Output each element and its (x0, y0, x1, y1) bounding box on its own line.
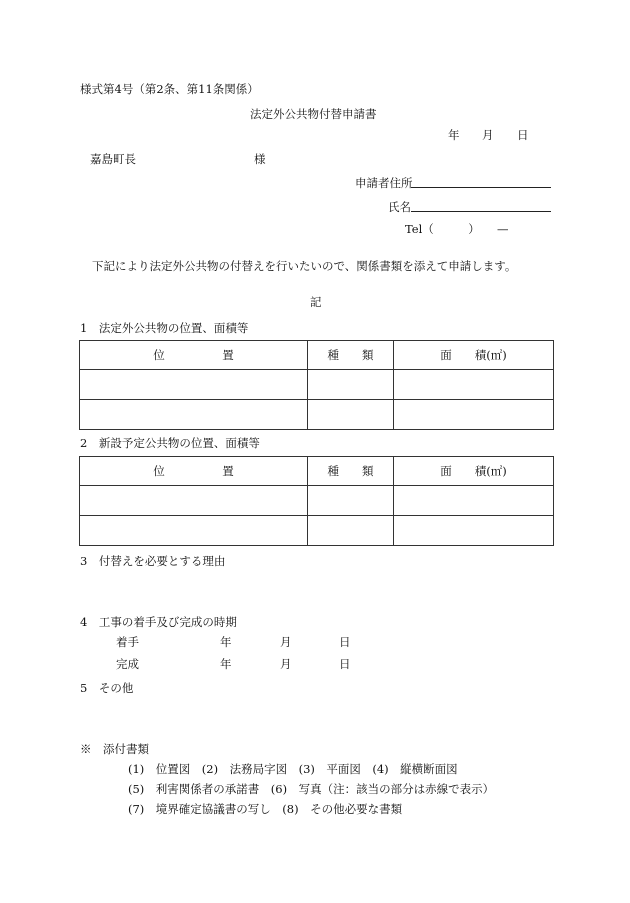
start-day: 日 (339, 635, 351, 649)
addressee: 嘉島町長 (90, 152, 136, 166)
table-cell[interactable] (394, 400, 554, 430)
applicant-tel-label: Tel（ ） — (405, 222, 509, 236)
start-label: 着手 (116, 635, 139, 649)
date-year-label: 年 (448, 128, 460, 142)
section4-heading: 4 工事の着手及び完成の時期 (80, 615, 237, 629)
table-cell[interactable] (80, 400, 308, 430)
complete-month: 月 (280, 657, 292, 671)
body-text: 下記により法定外公共物の付替えを行いたいので、関係書類を添えて申請します。 (92, 259, 517, 273)
section2-table (79, 456, 554, 546)
table-cell[interactable] (394, 486, 554, 516)
table-cell[interactable] (308, 486, 394, 516)
table-row (80, 370, 554, 400)
table-cell[interactable] (308, 370, 394, 400)
table-row (80, 486, 554, 516)
table-cell[interactable] (80, 516, 308, 546)
section1-col-position: 位 置 (80, 341, 308, 370)
form-number: 様式第4号（第2条、第11条関係） (80, 82, 259, 96)
complete-day: 日 (339, 657, 351, 671)
applicant-address-field[interactable] (411, 187, 551, 188)
applicant-name-field[interactable] (411, 211, 551, 212)
section5-heading: 5 その他 (80, 681, 134, 695)
start-month: 月 (280, 635, 292, 649)
complete-year: 年 (220, 657, 232, 671)
section1-col-type: 種 類 (308, 341, 394, 370)
attachments-heading: ※ 添付書類 (80, 742, 149, 756)
date-day-label: 日 (517, 128, 529, 142)
table-row (80, 400, 554, 430)
section1-col-area: 面 積(㎡) (394, 341, 554, 370)
table-cell[interactable] (308, 400, 394, 430)
section3-heading: 3 付替えを必要とする理由 (80, 554, 226, 568)
start-year: 年 (220, 635, 232, 649)
attachments-line-1: (1) 位置図 (2) 法務局字図 (3) 平面図 (4) 縦横断面図 (128, 762, 458, 776)
table-cell[interactable] (394, 516, 554, 546)
section1-table (79, 340, 554, 430)
applicant-name-label: 氏名 (388, 200, 411, 214)
table-cell[interactable] (80, 370, 308, 400)
section2-heading: 2 新設予定公共物の位置、面積等 (80, 436, 260, 450)
table-row (80, 516, 554, 546)
table-cell[interactable] (80, 486, 308, 516)
section2-col-position: 位 置 (80, 457, 308, 486)
complete-label: 完成 (116, 657, 139, 671)
table-cell[interactable] (308, 516, 394, 546)
attachments-line-2: (5) 利害関係者の承諾書 (6) 写真（注：該当の部分は赤線で表示） (128, 782, 495, 796)
date-month-label: 月 (482, 128, 494, 142)
section2-col-type: 種 類 (308, 457, 394, 486)
section1-heading: 1 法定外公共物の位置、面積等 (80, 321, 249, 335)
section2-col-area: 面 積(㎡) (394, 457, 554, 486)
attachments-line-3: (7) 境界確定協議書の写し (8) その他必要な書類 (128, 802, 403, 816)
table-cell[interactable] (394, 370, 554, 400)
applicant-address-label: 申請者住所 (355, 176, 413, 190)
document-title: 法定外公共物付替申請書 (250, 107, 377, 121)
ki-label: 記 (310, 295, 322, 309)
honorific: 様 (254, 152, 266, 166)
